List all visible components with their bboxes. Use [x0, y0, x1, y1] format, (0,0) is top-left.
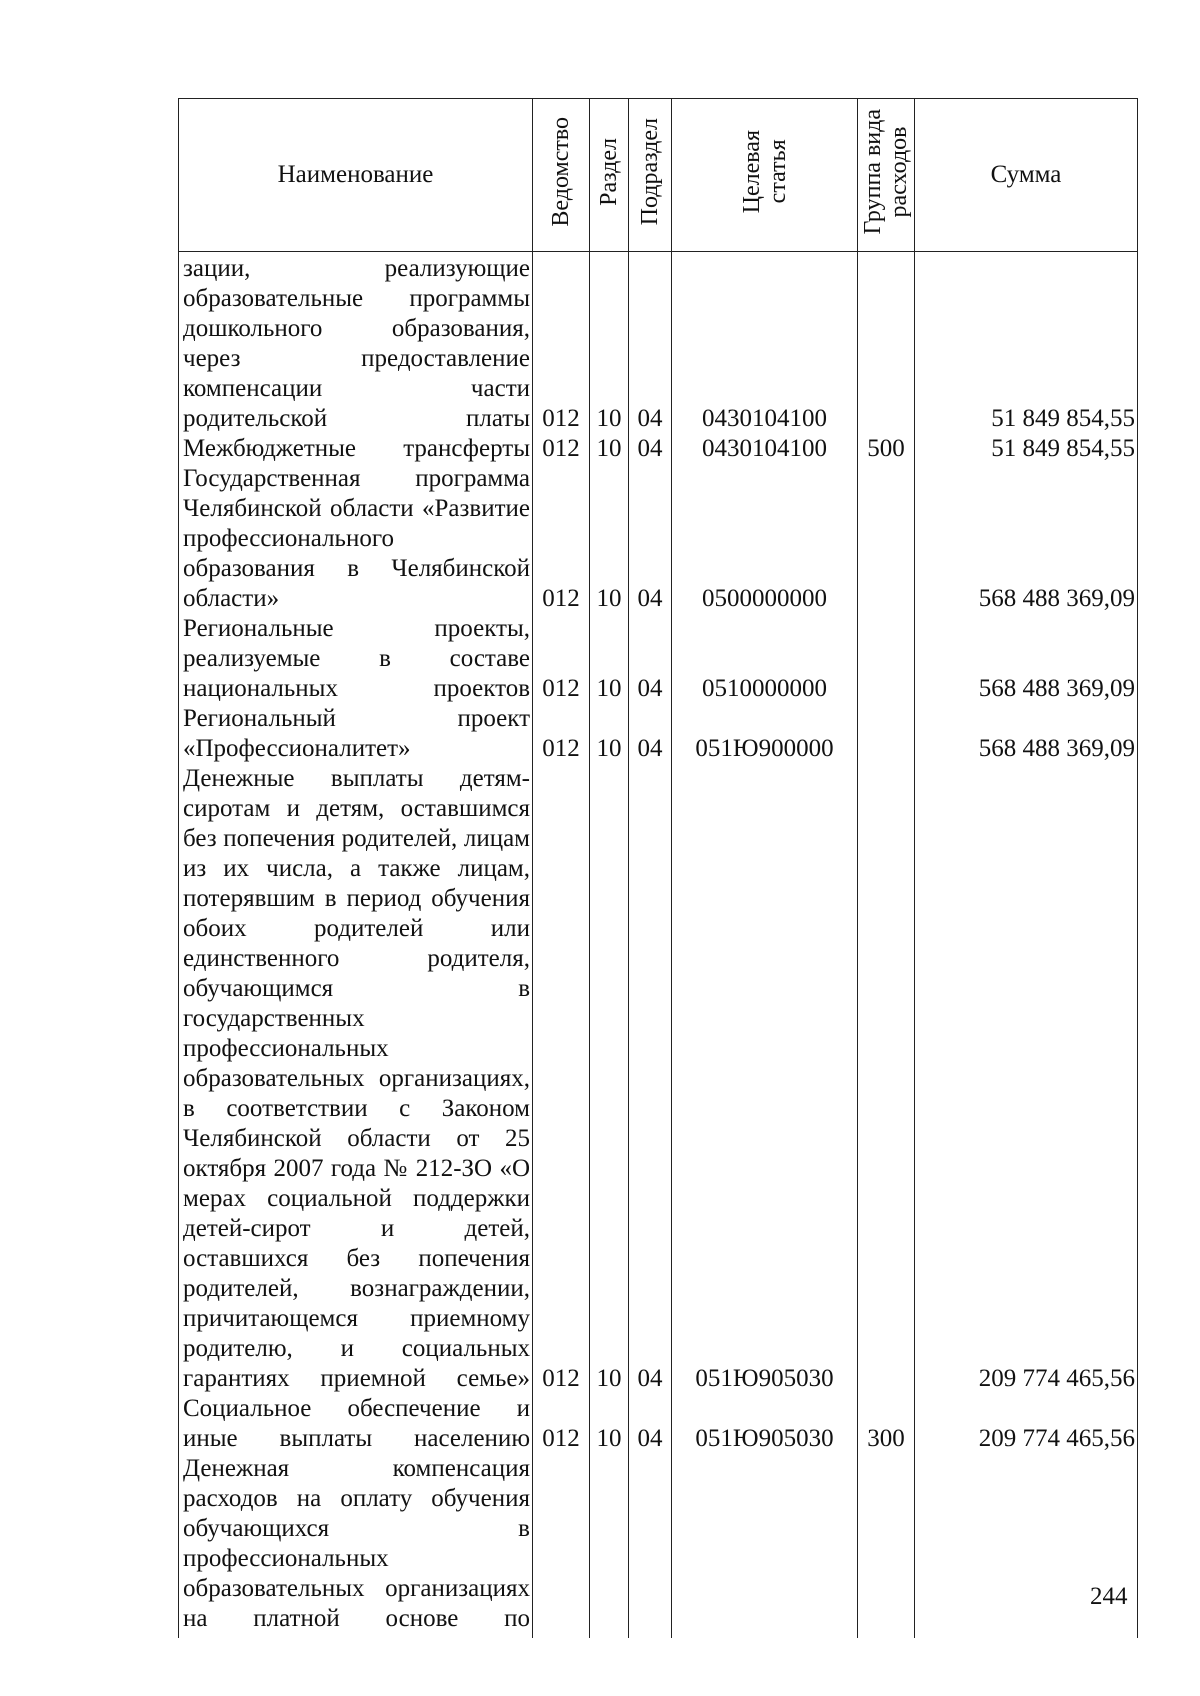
table-header	[179, 99, 1138, 252]
table-row	[179, 464, 1138, 614]
row-vedomstvo: 012	[533, 1394, 590, 1454]
row-summa: 209 774 465,56	[915, 1394, 1138, 1454]
row-vedomstvo: 012	[533, 252, 590, 435]
row-podrazdel: 04	[629, 1394, 672, 1454]
header-gruppa-vida-rashodov: Группа вида расходов	[858, 99, 915, 252]
row-vedomstvo: 012	[533, 764, 590, 1394]
row-razdel: 10	[590, 764, 629, 1394]
row-razdel	[590, 1454, 629, 1634]
row-summa: 51 849 854,55	[915, 434, 1138, 464]
row-summa: 568 488 369,09	[915, 614, 1138, 704]
row-name: Денежная компенсация расходов на оплату обучения обучающихся в профессиональных образовательных организациях на платной основе по	[179, 1454, 533, 1634]
table-body	[179, 252, 1138, 1639]
row-razdel: 10	[590, 704, 629, 764]
budget-table	[178, 98, 1138, 1638]
row-vedomstvo: 012	[533, 704, 590, 764]
table-row	[179, 1454, 1138, 1634]
row-razdel: 10	[590, 434, 629, 464]
row-gruppa	[858, 1454, 915, 1634]
row-celevaya-statya	[672, 1454, 858, 1634]
row-celevaya-statya: 0430104100	[672, 252, 858, 435]
header-name: Наименование	[179, 99, 533, 252]
table-row	[179, 1394, 1138, 1454]
table-row	[179, 434, 1138, 464]
row-summa: 209 774 465,56	[915, 764, 1138, 1394]
table-row	[179, 614, 1138, 704]
row-podrazdel: 04	[629, 464, 672, 614]
row-razdel: 10	[590, 614, 629, 704]
row-gruppa	[858, 704, 915, 764]
row-vedomstvo: 012	[533, 614, 590, 704]
row-name: Межбюджетные трансферты	[179, 434, 533, 464]
row-podrazdel	[629, 1454, 672, 1634]
header-celevaya-statya: Целевая статья	[672, 99, 858, 252]
row-name: Денежные выплаты детям-сиротам и детям, оставшимся без попечения родителей, лицам из их числа, а также лицам, потерявшим в период обучения обоих родителей или единственного родителя, обучающимся в государственных профессиональных образовательных организациях, в соответствии с Законом Челябинской области от 25 октября 2007 года № 212-ЗО «О мерах социальной поддержки детей-сирот и детей, оставшихся без попечения родителей, вознаграждении, причитающемся приемному родителю, и социальных гарантиях приемной семье»	[179, 764, 533, 1394]
row-name: Региональный проект «Профессионалитет»	[179, 704, 533, 764]
header-podrazdel: Подраздел	[629, 99, 672, 252]
row-celevaya-statya: 051Ю900000	[672, 704, 858, 764]
table-bottom-spacer	[179, 1634, 1138, 1638]
row-gruppa	[858, 614, 915, 704]
row-vedomstvo: 012	[533, 434, 590, 464]
row-vedomstvo: 012	[533, 464, 590, 614]
page-number: 244	[1090, 1583, 1128, 1610]
row-razdel: 10	[590, 464, 629, 614]
row-summa: 568 488 369,09	[915, 464, 1138, 614]
row-name: Региональные проекты, реализуемые в составе национальных проектов	[179, 614, 533, 704]
table-row	[179, 704, 1138, 764]
row-celevaya-statya: 0430104100	[672, 434, 858, 464]
row-razdel: 10	[590, 1394, 629, 1454]
row-summa: 568 488 369,09	[915, 704, 1138, 764]
row-name: Социальное обеспечение и иные выплаты населению	[179, 1394, 533, 1454]
row-gruppa	[858, 464, 915, 614]
row-celevaya-statya: 0500000000	[672, 464, 858, 614]
row-podrazdel: 04	[629, 614, 672, 704]
header-vedomstvo: Ведомство	[533, 99, 590, 252]
row-gruppa: 500	[858, 434, 915, 464]
row-celevaya-statya: 051Ю905030	[672, 764, 858, 1394]
row-vedomstvo	[533, 1454, 590, 1634]
table-row	[179, 252, 1138, 435]
table-row	[179, 764, 1138, 1394]
row-celevaya-statya: 051Ю905030	[672, 1394, 858, 1454]
row-name: зации, реализующие образовательные программы дошкольного образования, через предоставление компенсации части родительской платы	[179, 252, 533, 435]
row-podrazdel: 04	[629, 764, 672, 1394]
row-gruppa	[858, 764, 915, 1394]
row-name: Государственная программа Челябинской области «Развитие профессионального образования в Челябинской области»	[179, 464, 533, 614]
row-podrazdel: 04	[629, 434, 672, 464]
row-gruppa: 300	[858, 1394, 915, 1454]
row-celevaya-statya: 0510000000	[672, 614, 858, 704]
row-gruppa	[858, 252, 915, 435]
row-podrazdel: 04	[629, 252, 672, 435]
row-razdel: 10	[590, 252, 629, 435]
header-razdel: Раздел	[590, 99, 629, 252]
row-podrazdel: 04	[629, 704, 672, 764]
header-summa: Сумма	[915, 99, 1138, 252]
row-summa: 51 849 854,55	[915, 252, 1138, 435]
